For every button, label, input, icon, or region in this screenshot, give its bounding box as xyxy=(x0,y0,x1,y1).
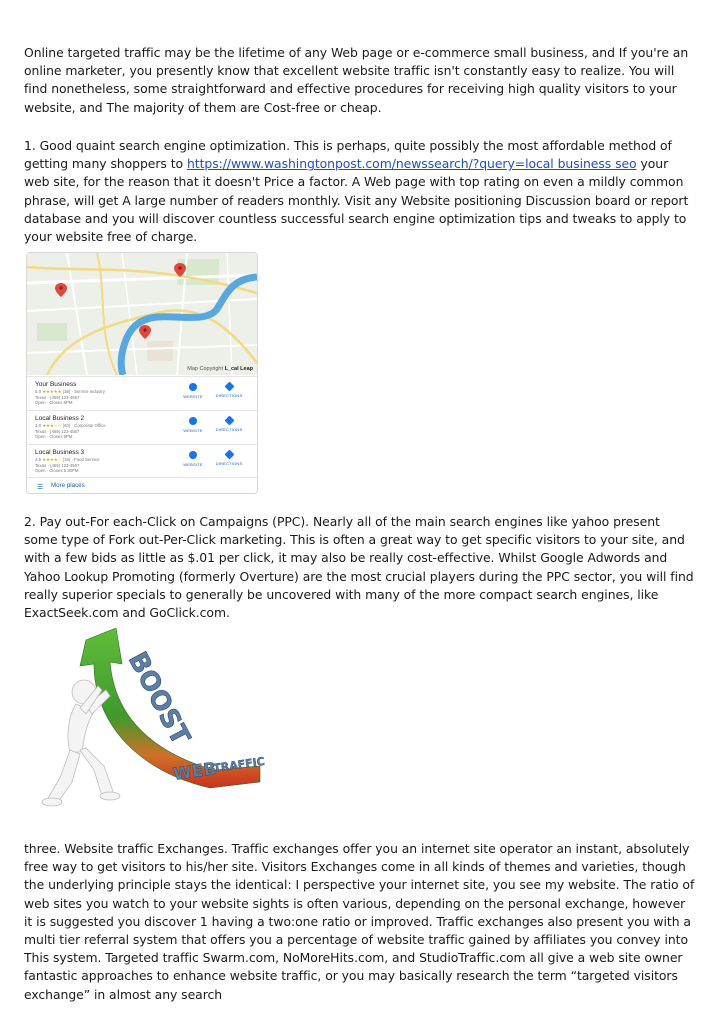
directions-label: DIRECTIONS xyxy=(215,393,243,398)
traffic-text: TRAFFIC xyxy=(212,754,266,775)
business-category: Food Service xyxy=(74,457,100,462)
local-map-image xyxy=(26,252,258,494)
review-count: (18) xyxy=(62,457,71,462)
globe-icon xyxy=(189,383,197,391)
website-button xyxy=(177,383,209,399)
directions-label: DIRECTIONS xyxy=(215,461,243,466)
directions-label: DIRECTIONS xyxy=(215,427,243,432)
map-copyright-brand: L_cal Leap xyxy=(224,366,253,372)
business-name: Your Business xyxy=(35,381,77,388)
star-icons: ★★★☆☆ xyxy=(42,423,62,428)
section-3-paragraph: three. Website traffic Exchanges. Traffic exchanges offer you an internet site operator an instant, absolutely free way to get visitors to his/her site. Visitors Exchanges come in all kinds of themes and varieties, though the underlying principle stays the identical: I perspective your internet site, you see my website. The ratio of web sites you watch to your website sights is often various, depending on the personal exchange, however it is suggested you discover 1 having a two:one ratio or improved. Traffic exchanges also present you with a multi tier referral system that offers you a percentage of website traffic gained by affiliates you convey into This system. Targeted traffic Swarm.com, NoMoreHits.com, and StudioTraffic.com all give a web site owner fantastic approaches to enhance website traffic, or you may basically research the term “targeted visitors exchange” in almost any search xyxy=(24,841,695,1002)
business-details: 5.0 ★★★★★ (35) · Service Industry Texas · (469) 123-4567 Open · Closes 6PM xyxy=(35,389,105,406)
business-hours: Open · Closes 5:30PM xyxy=(35,468,79,474)
map-copyright-prefix: Map Copyright xyxy=(187,366,224,372)
globe-icon xyxy=(189,417,197,425)
section-1-text-end: your web site, for the reason that it doesn't Price a factor. A Web page with top rating on even a mildly common phrase, will get A large number of readers monthly. Visit any Website positioning Discussion board or report database and you will discover countless successful search engine optimization tips and tweaks to apply to your website free of charge. xyxy=(24,156,689,245)
washingtonpost-link[interactable]: https://www.washingtonpost.com/newssearch/?query=local business seo xyxy=(186,156,637,172)
business-hours: Open · Closes 6PM xyxy=(35,434,73,440)
business-listing xyxy=(27,444,257,479)
website-button xyxy=(177,451,209,467)
website-button xyxy=(177,417,209,433)
directions-icon xyxy=(224,382,234,392)
directions-button xyxy=(213,417,245,432)
intro-paragraph: Online targeted traffic may be the lifetime of any Web page or e-commerce small business, and If you're an online marketer, you presently know that excellent website traffic isn't constantly easy to realize. You will find nonetheless, some straightforward and effective procedures for receiving high quality visitors to your website, and The majority of them are Cost-free or cheap. xyxy=(24,45,689,115)
section-1-text-start: 1. Good quaint search engine optimization. This is perhaps, quite possibly the most affordable method of getting many shoppers to xyxy=(24,138,672,172)
boost-text: BOOST xyxy=(121,647,196,751)
map-area xyxy=(27,253,257,375)
business-details: 3.0 ★★★☆☆ (60) · Corporate Office Texas · (469) 123-4567 Open · Closes 6PM xyxy=(35,423,106,440)
star-icons: ★★★★★ xyxy=(42,389,62,394)
website-label: WEBSITE xyxy=(183,462,203,467)
more-places-row xyxy=(27,477,257,494)
business-rating: 3.0 xyxy=(35,423,41,428)
review-count: (35) xyxy=(62,389,71,394)
star-icons: ★★★★☆ xyxy=(42,457,62,462)
directions-icon xyxy=(224,450,234,460)
business-category: Corporate Office xyxy=(74,423,106,428)
business-phone: Texas · (469) 123-4567 xyxy=(35,462,80,468)
web-text: WEB xyxy=(171,759,218,785)
map-copyright xyxy=(187,366,253,372)
business-name: Local Business 2 xyxy=(35,415,85,422)
business-listing xyxy=(27,376,257,411)
map-graphic xyxy=(27,253,257,375)
business-category: Service Industry xyxy=(74,389,105,394)
directions-button xyxy=(213,451,245,466)
website-label: WEBSITE xyxy=(183,394,203,399)
globe-icon xyxy=(189,451,197,459)
list-icon: ☰ xyxy=(37,484,44,491)
business-hours: Open · Closes 6PM xyxy=(35,400,73,406)
boost-graphic xyxy=(24,620,266,820)
boost-traffic-illustration xyxy=(24,620,266,820)
business-listing xyxy=(27,410,257,445)
review-count: (60) xyxy=(62,423,71,428)
directions-icon xyxy=(224,416,234,426)
business-phone: Texas · (469) 123-4567 xyxy=(35,394,80,400)
business-name: Local Business 3 xyxy=(35,449,85,456)
section-2-paragraph: 2. Pay out-For each-Click on Campaigns (PPC). Nearly all of the main search engines like yahoo present some type of Fork out-Per-Click marketing. This is often a great way to get specific visitors to your site, and with a few bids as little as $.01 per click, it may also be really cost-effective. Whilst Google Adwords and Yahoo Lookup Promoting (formerly Overture) are the most crucial players during the PPC sector, you will find really superior specials to generally be uncovered with many of the more compact search engines, like ExactSeek.com and GoClick.com. xyxy=(24,514,694,621)
business-phone: Texas · (469) 123-4567 xyxy=(35,428,80,434)
business-rating: 4.5 xyxy=(35,457,41,462)
business-rating: 5.0 xyxy=(35,389,41,394)
business-details: 4.5 ★★★★☆ (18) · Food Service Texas · (469) 123-4567 Open · Closes 5:30PM xyxy=(35,457,100,474)
section-1-paragraph xyxy=(24,137,696,246)
directions-button xyxy=(213,383,245,398)
more-places-label: More places xyxy=(51,482,85,489)
website-label: WEBSITE xyxy=(183,428,203,433)
